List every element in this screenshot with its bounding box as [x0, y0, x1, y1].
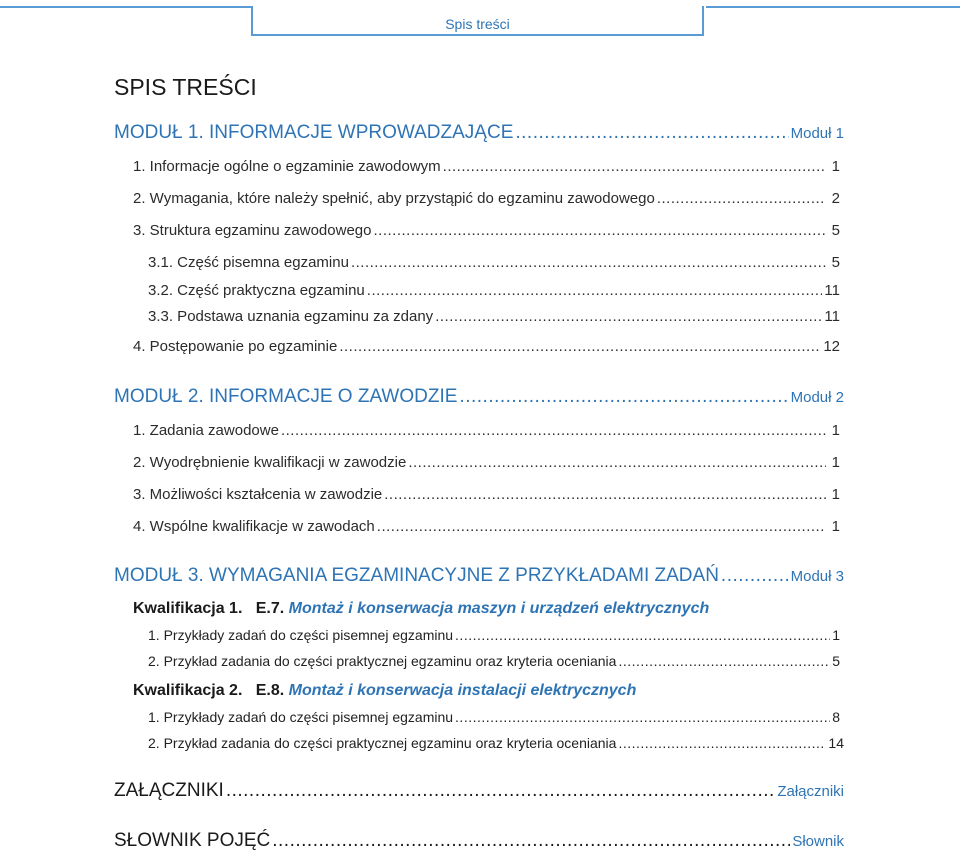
- toc-entry-page: 5: [832, 653, 840, 669]
- toc-entry-page: 1: [832, 627, 840, 643]
- toc-entry-text: 1. Przykłady zadań do części pisemnej egzaminu: [148, 627, 454, 643]
- toc-entry[interactable]: [133, 454, 840, 471]
- toc-entry[interactable]: [148, 709, 840, 725]
- toc-entry-text: 4. Postępowanie po egzaminie: [133, 338, 338, 355]
- leader-dots: [281, 422, 826, 439]
- leader-dots: [226, 780, 776, 802]
- toc-entry[interactable]: [148, 735, 844, 751]
- toc-module-2[interactable]: [114, 386, 844, 408]
- toc-entry-page: 2: [831, 190, 840, 207]
- toc-entry-page: 8: [832, 709, 840, 725]
- toc-entry-text: 1. Zadania zawodowe: [133, 422, 279, 439]
- toc-entry-page: 1: [831, 518, 840, 535]
- toc-module-1[interactable]: [114, 122, 844, 144]
- header-tab: [251, 6, 704, 36]
- toc-entry-page: 1: [831, 454, 840, 471]
- leader-dots: [373, 222, 826, 239]
- toc-glossary-page: Słownik: [792, 833, 844, 850]
- toc-entry-page: 11: [824, 308, 840, 325]
- toc-entry-page: 14: [828, 735, 844, 751]
- toc-module-3-page: Moduł 3: [790, 568, 844, 585]
- toc-entry-text: 3.3. Podstawa uznania egzaminu za zdany: [148, 308, 434, 325]
- toc-entry[interactable]: [133, 422, 840, 439]
- toc-entry-text: 2. Wymagania, które należy spełnić, aby przystąpić do egzaminu zawodowego: [133, 190, 655, 207]
- toc-entry[interactable]: [148, 282, 840, 299]
- toc-entry-text: 3.1. Część pisemna egzaminu: [148, 254, 349, 271]
- leader-dots: [272, 830, 790, 852]
- toc-entry[interactable]: [133, 486, 840, 503]
- toc-glossary[interactable]: [114, 830, 844, 852]
- toc-module-3-label: MODUŁ 3. WYMAGANIA EGZAMINACYJNE Z PRZYKŁADAMI ZADAŃ: [114, 565, 719, 586]
- leader-dots: [618, 735, 826, 751]
- leader-dots: [459, 386, 788, 408]
- toc-attachments[interactable]: [114, 780, 844, 802]
- toc-entry-text: 4. Wspólne kwalifikacje w zawodach: [133, 518, 375, 535]
- toc-title: SPIS TREŚCI: [114, 74, 257, 100]
- toc-entry[interactable]: [148, 308, 840, 325]
- leader-dots: [384, 486, 826, 503]
- toc-entry-text: 3.2. Część praktyczna egzaminu: [148, 282, 365, 299]
- leader-dots: [443, 158, 826, 175]
- header-rule-right: [706, 6, 960, 8]
- toc-entry[interactable]: [133, 190, 840, 207]
- toc-entry-text: 2. Przykład zadania do części praktycznej egzaminu oraz kryteria oceniania: [148, 735, 617, 751]
- toc-entry[interactable]: [133, 338, 840, 355]
- leader-dots: [351, 254, 826, 271]
- toc-glossary-label: SŁOWNIK POJĘĆ: [114, 830, 271, 851]
- toc-entry-text: 1. Informacje ogólne o egzaminie zawodowym: [133, 158, 441, 175]
- toc-entry-page: 1: [831, 422, 840, 439]
- toc-module-2-label: MODUŁ 2. INFORMACJE O ZAWODZIE: [114, 386, 458, 407]
- qualification-1-title: Montaż i konserwacja maszyn i urządzeń elektrycznych: [288, 600, 710, 617]
- header-title: Spis treści: [445, 16, 510, 32]
- toc-entry-text: 3. Struktura egzaminu zawodowego: [133, 222, 372, 239]
- toc-attachments-label: ZAŁĄCZNIKI: [114, 780, 224, 801]
- qualification-2-heading[interactable]: [133, 682, 636, 700]
- qualification-2-prefix: Kwalifikacja 2. E.8.: [133, 682, 285, 699]
- qualification-2-title: Montaż i konserwacja instalacji elektrycznych: [288, 682, 637, 699]
- leader-dots: [408, 454, 826, 471]
- leader-dots: [618, 653, 830, 669]
- toc-attachments-page: Załączniki: [777, 783, 844, 800]
- toc-entry[interactable]: [133, 158, 840, 175]
- leader-dots: [455, 709, 830, 725]
- leader-dots: [435, 308, 822, 325]
- leader-dots: [377, 518, 826, 535]
- qualification-1-heading[interactable]: [133, 600, 709, 618]
- toc-entry-page: 11: [824, 282, 840, 299]
- toc-entry[interactable]: [133, 222, 840, 239]
- leader-dots: [721, 565, 789, 587]
- leader-dots: [455, 627, 830, 643]
- toc-module-2-page: Moduł 2: [790, 389, 844, 406]
- toc-entry[interactable]: [148, 653, 840, 669]
- toc-entry[interactable]: [133, 518, 840, 535]
- leader-dots: [657, 190, 826, 207]
- toc-entry-page: 1: [831, 486, 840, 503]
- toc-entry[interactable]: [148, 254, 840, 271]
- toc-module-3[interactable]: [114, 565, 844, 587]
- toc-entry-page: 5: [831, 222, 840, 239]
- toc-entry-page: 12: [823, 338, 840, 355]
- toc-module-1-label: MODUŁ 1. INFORMACJE WPROWADZAJĄCE: [114, 122, 514, 143]
- leader-dots: [515, 122, 788, 144]
- toc-entry-text: 3. Możliwości kształcenia w zawodzie: [133, 486, 383, 503]
- toc-entry-text: 2. Przykład zadania do części praktycznej egzaminu oraz kryteria oceniania: [148, 653, 617, 669]
- toc-entry-page: 1: [831, 158, 840, 175]
- toc-entry[interactable]: [148, 627, 840, 643]
- leader-dots: [339, 338, 821, 355]
- toc-entry-text: 2. Wyodrębnienie kwalifikacji w zawodzie: [133, 454, 407, 471]
- header-rule-left: [0, 6, 251, 8]
- leader-dots: [367, 282, 823, 299]
- toc-entry-page: 5: [831, 254, 840, 271]
- toc-module-1-page: Moduł 1: [790, 125, 844, 142]
- toc-entry-text: 1. Przykłady zadań do części pisemnej egzaminu: [148, 709, 454, 725]
- qualification-1-prefix: Kwalifikacja 1. E.7.: [133, 600, 285, 617]
